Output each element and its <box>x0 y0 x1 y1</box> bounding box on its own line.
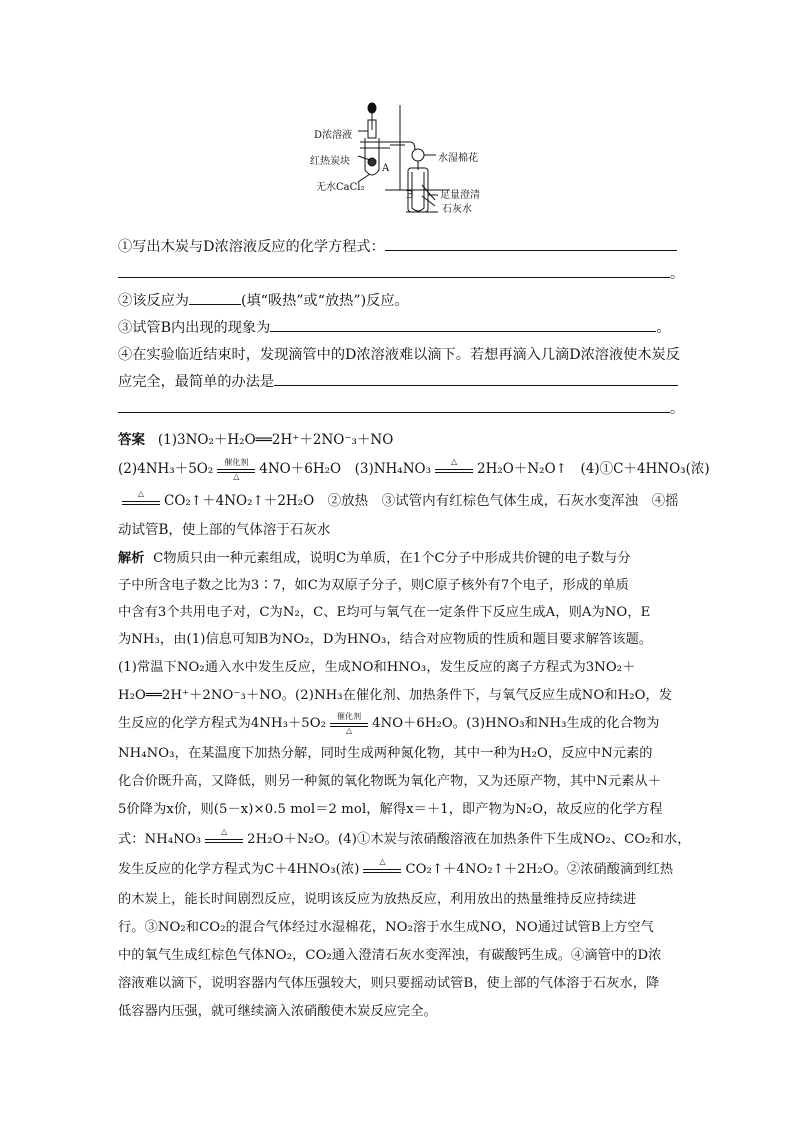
explanation-line-15: 中的氧气生成红棕色气体NO₂，CO₂通入澄清石灰水变浑浊，有碳酸钙生成。④滴管中的D浓 <box>118 948 662 963</box>
catalyst-text-2: 催化剂 <box>336 711 362 721</box>
explanation-line-12 <box>118 858 680 877</box>
label-limewater-2: 石灰水 <box>442 204 472 215</box>
explanation-line-16: 溶液难以滴下，说明容器内气体压强较大，则只要摇动试管B，使上部的气体溶于石灰水，降 <box>118 976 660 991</box>
answer-eq-1: (1)3NO₂＋H₂O══2H⁺＋2NO⁻₃＋NO <box>157 432 394 448</box>
question-4-end: 。 <box>670 401 685 417</box>
answer-line-1 <box>118 428 678 448</box>
explanation-line-13: 的木炭上，能长时间剧烈反应，说明该反应为放热反应，利用放出的热量维持反应持续进 <box>118 892 637 907</box>
question-3-end: 。 <box>656 320 671 336</box>
heat-condition-5 <box>205 826 243 847</box>
question-4-line2 <box>118 371 678 391</box>
apparatus-figure <box>310 100 530 222</box>
answer-line-4: 动试管B，使上部的气体溶于石灰水 <box>118 522 331 538</box>
heat-symbol-3: △ <box>137 488 145 498</box>
explanation-line-17: 低容器内压强，就可继续滴入浓硝酸使木炭反应完全。 <box>118 1004 437 1019</box>
explanation-text-1: C物质只由一种元素组成，说明C为单质，在1个C分子中形成共价键的电子数与分 <box>153 551 631 566</box>
explanation-line-14: 行。③NO₂和CO₂的混合气体经过水湿棉花，NO₂溶于水生成NO，NO通过试管B上方空气 <box>118 920 654 935</box>
explanation-text-11b: 2H₂O＋N₂O。(4)①木炭与浓硝酸溶液在加热条件下生成NO₂、CO₂和水， <box>247 832 691 847</box>
label-b: B <box>406 190 414 201</box>
answer-eq-3: CO₂↑＋4NO₂↑＋2H₂O ②放热 ③试管内有红棕色气体生成，石灰水变浑浊 ④摇 <box>164 493 679 509</box>
answer-eq-2b: 4NO＋6H₂O (3)NH₄NO₃ <box>259 461 432 477</box>
catalyst-condition-2 <box>330 711 368 735</box>
question-4-cont <box>118 398 685 418</box>
answer-label: 答案 <box>118 432 145 448</box>
answer-line-2 <box>118 456 710 481</box>
explanation-line-6: H₂O══2H⁺＋2NO⁻₃＋NO。(2)NH₃在催化剂、加热条件下，与氧气反应生成NO和H₂O，发 <box>118 688 673 703</box>
explanation-line-7 <box>118 711 680 735</box>
question-2-text-b: (填“吸热”或“放热”)反应。 <box>240 293 409 309</box>
answer-blank-2[interactable] <box>189 303 241 305</box>
heat-symbol-6: △ <box>379 856 386 866</box>
question-4-text: 应完全，最简单的办法是 <box>118 374 275 390</box>
catalyst-condition <box>217 457 255 481</box>
question-1-end: 。 <box>670 266 685 282</box>
answer-blank-1b[interactable] <box>118 276 670 278</box>
answer-blank-3[interactable] <box>270 330 656 332</box>
answer-eq-2a: (2)4NH₃＋5O₂ <box>118 461 214 477</box>
label-a: A <box>382 163 390 174</box>
explanation-text-7b: 4NO＋6H₂O。(3)HNO₃和NH₃生成的化合物为 <box>372 716 660 731</box>
label-limewater-1: 足量澄清 <box>440 190 480 201</box>
question-1-text: ①写出木炭与D浓溶液反应的化学方程式： <box>118 239 385 255</box>
answer-eq-2c: 2H₂O＋N₂O↑ (4)①C＋4HNO₃(浓) <box>477 461 710 477</box>
explanation-line-3: 中含有3个共用电子对，C为N₂，C、E均可与氧气在一定条件下反应生成A，则A为NO，E <box>118 605 651 620</box>
answer-blank-4b[interactable] <box>118 411 670 413</box>
explanation-label: 解析 <box>118 551 145 566</box>
explanation-line-4: 为NH₃，由(1)信息可知B为NO₂，D为HNO₃，结合对应物质的性质和题目要求解答该题。 <box>118 632 653 647</box>
question-1-cont <box>118 263 685 283</box>
answer-blank-4[interactable] <box>274 384 678 386</box>
heat-symbol: △ <box>233 471 240 481</box>
question-2-text-a: ②该反应为 <box>118 293 189 309</box>
question-2 <box>118 290 678 310</box>
heat-symbol-2: △ <box>450 456 458 466</box>
answer-blank-1[interactable] <box>385 249 677 251</box>
explanation-line-11 <box>118 826 691 847</box>
label-cacl2: 无水CaCl₂ <box>316 182 365 193</box>
explanation-line-2: 子中所含电子数之比为3∶7，如C为双原子分子，则C原子核外有7个电子，形成的单质 <box>118 578 629 593</box>
label-cotton: 水湿棉花 <box>438 153 478 164</box>
explanation-text-7a: 生反应的化学方程式为4NH₃＋5O₂ <box>118 716 327 731</box>
explanation-line-8: NH₄NO₃，在某温度下加热分解，同时生成两种氮化物，其中一种为H₂O，反应中N元素的 <box>118 746 653 761</box>
heat-symbol-4: △ <box>345 725 353 735</box>
answer-line-3 <box>118 489 678 509</box>
question-4: ④在实验临近结束时，发现滴管中的D浓溶液难以滴下。若想再滴入几滴D浓溶液使木炭反 <box>118 347 680 363</box>
label-d-solution: D浓溶液 <box>314 130 353 141</box>
explanation-text-11a: 式：NH₄NO₃ <box>118 832 202 847</box>
question-3-text: ③试管B内出现的现象为 <box>118 320 271 336</box>
question-3 <box>118 317 678 337</box>
heat-condition <box>435 456 473 477</box>
explanation-text-12a: 发生反应的化学方程式为C＋4HNO₃(浓) <box>118 862 360 877</box>
question-1 <box>118 236 678 256</box>
explanation-line-5: (1)常温下NO₂通入水中发生反应，生成NO和HNO₃，发生反应的离子方程式为3NO₂＋ <box>118 660 636 675</box>
heat-condition-6 <box>363 856 401 877</box>
explanation-line-9: 化合价既升高，又降低，则另一种氮的氧化物既为氧化产物，又为还原产物，其中N元素从＋ <box>118 774 662 789</box>
catalyst-text: 催化剂 <box>224 457 249 467</box>
heat-condition-3 <box>122 488 160 509</box>
heat-symbol-5: △ <box>221 826 228 836</box>
explanation-line-1 <box>118 547 680 566</box>
explanation-text-12b: CO₂↑＋4NO₂↑＋2H₂O。②浓硝酸滴到红热 <box>405 862 674 877</box>
label-charcoal: 红热炭块 <box>310 156 350 167</box>
explanation-line-10: 5价降为x价，则(5－x)×0.5 mol＝2 mol，解得x＝＋1，即产物为N₂O，故反应的化学方程 <box>118 802 663 817</box>
